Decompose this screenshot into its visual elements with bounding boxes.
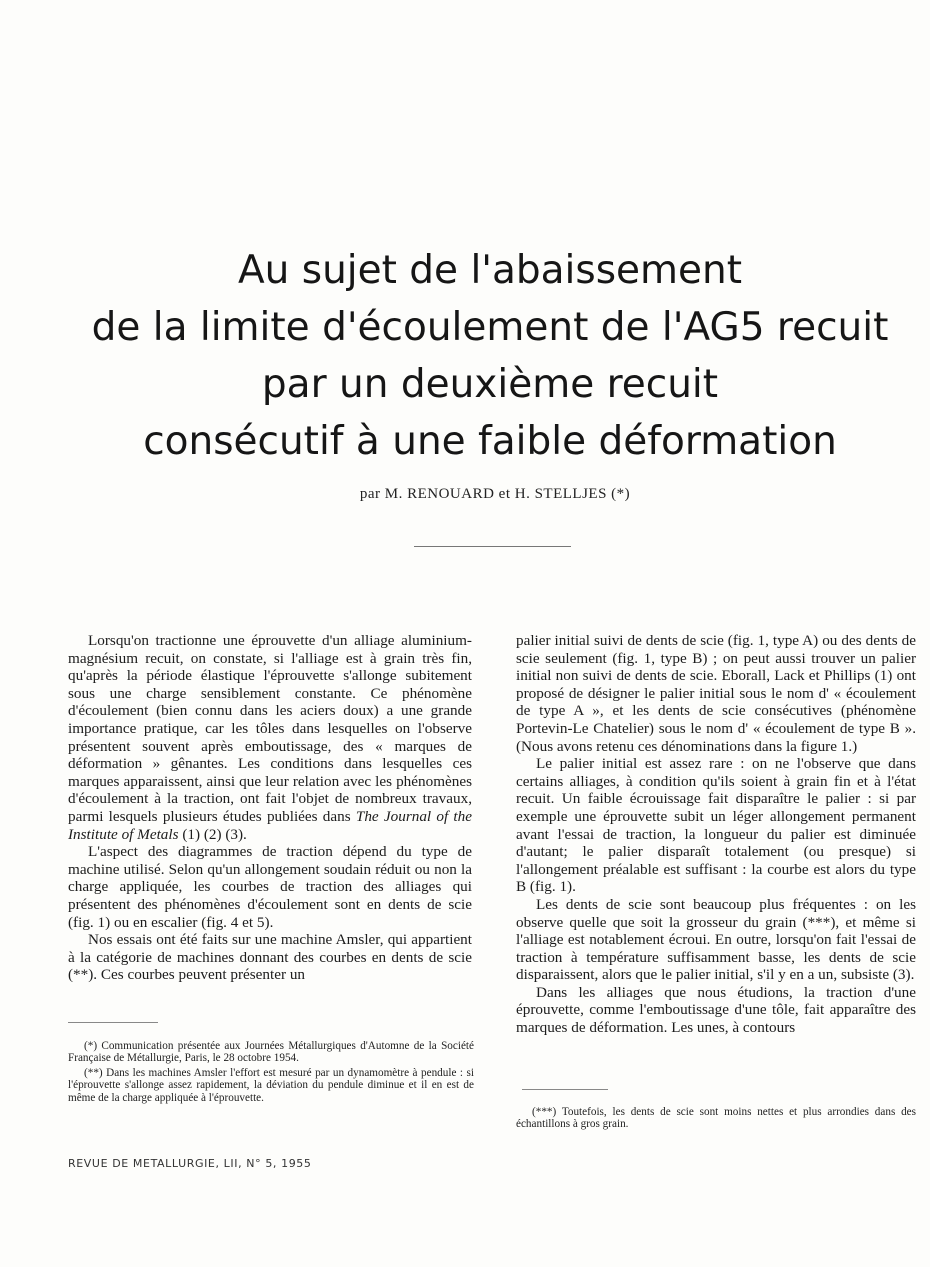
footnotes-right	[516, 1106, 916, 1133]
journal-footer: REVUE DE METALLURGIE, LII, N° 5, 1955	[68, 1157, 312, 1170]
footnote-divider-right	[522, 1089, 608, 1090]
paragraph: Le palier initial est assez rare : on ne l'observe que dans certains alliages, à condition qu'ils soient à grain fin et à l'état recuit. Un faible écrouissage fait disparaître le palier : si par exemple une éprouvette subit un léger allongement permanent avant l'essai de traction, la longueur du palier est diminuée d'autant; le palier disparaît totalement (ou presque) si l'allongement préalable est suffisant : la courbe est alors du type B (fig. 1).	[516, 755, 916, 896]
title-line-3: par un deuxième recuit	[261, 362, 719, 407]
footnote-divider-left	[68, 1022, 158, 1023]
title-line-4: consécutif à une faible déformation	[143, 419, 837, 464]
authors-line: par M. RENOUARD et H. STELLJES (*)	[359, 486, 631, 502]
paragraph: palier initial suivi de dents de scie (fig. 1, type A) ou des dents de scie seulement (fig. 1, type B) ; on peut aussi trouver un palier initial non suivi de dents de scie. Eborall, Lack et Phillips (1) ont proposé de désigner le palier initial sous le nom d' « écoulement de type A », et les dents de scie consécutives (phénomène Portevin-Le Chatelier) sous le nom d' « écoulement de type B ». (Nous avons retenu ces dénominations dans la figure 1.)	[516, 632, 916, 755]
title-line-2: de la limite d'écoulement de l'AG5 recuit	[91, 305, 889, 350]
left-column	[68, 632, 472, 984]
paragraph	[68, 632, 472, 843]
paragraph: Dans les alliages que nous étudions, la traction d'une éprouvette, comme l'emboutissage d'une tôle, fait apparaître des marques de déformation. Les unes, à contours	[516, 983, 916, 1037]
footnote: (***) Toutefois, les dents de scie sont moins nettes et plus arrondies dans des échantillons à gros grain.	[516, 1106, 916, 1131]
article-title	[40, 242, 930, 470]
paragraph: Les dents de scie sont beaucoup plus fréquentes : on les observe quelle que soit la grosseur du grain (***), et même si l'alliage est notablement écroui. En outre, lorsqu'on fait l'essai de traction à température suffisamment basse, les dents de scie disparaissent, alors que le palier initial, s'il y en a un, subsiste (3).	[516, 895, 916, 984]
paragraph: Nos essais ont été faits sur une machine Amsler, qui appartient à la catégorie de machines donnant des courbes en dents de scie (**). Ces courbes peuvent présenter un	[68, 931, 472, 984]
title-divider	[414, 546, 571, 547]
reference-numbers: (1) (2) (3).	[178, 825, 247, 843]
footnotes-left	[68, 1040, 474, 1106]
title-line-1: Au sujet de l'abaissement	[237, 248, 743, 293]
right-column	[516, 632, 916, 1037]
footnote: (*) Communication présentée aux Journées Métallurgiques d'Automne de la Société Française de Métallurgie, Paris, le 28 octobre 1954.	[68, 1040, 474, 1065]
paragraph-text: Lorsqu'on tractionne une éprouvette d'un alliage aluminium-magnésium recuit, on constate, si l'alliage est à grain très fin, qu'après la période élastique l'éprouvette s'allonge subitement sous une charge sensiblement constante. Ce phénomène d'écoulement (bien connu dans les aciers doux) a une grande importance pratique, car les tôles dans lesquelles on l'observe présentent souvent après emboutissage, des « marques de déformation » gênantes. Les conditions dans lesquelles ces marques apparaissent, ainsi que leur relation avec les phénomènes d'écoulement à la traction, ont fait l'objet de nombreux travaux, parmi lesquels plusieurs études publiées dans	[68, 632, 472, 825]
paragraph: L'aspect des diagrammes de traction dépend du type de machine utilisé. Selon qu'un allongement soudain réduit ou non la charge appliquée, les courbes de traction des alliages qui présentent des phénomènes d'écoulement sont en dents de scie (fig. 1) ou en escalier (fig. 4 et 5).	[68, 843, 472, 931]
journal-name: The Journal of the Institute of Metals	[68, 807, 472, 843]
footnote: (**) Dans les machines Amsler l'effort est mesuré par un dynamomètre à pendule : si l'éprouvette s'allonge assez rapidement, la déviation du pendule diminue et il en est de même de la charge appliquée à l'éprouvette.	[68, 1066, 474, 1104]
